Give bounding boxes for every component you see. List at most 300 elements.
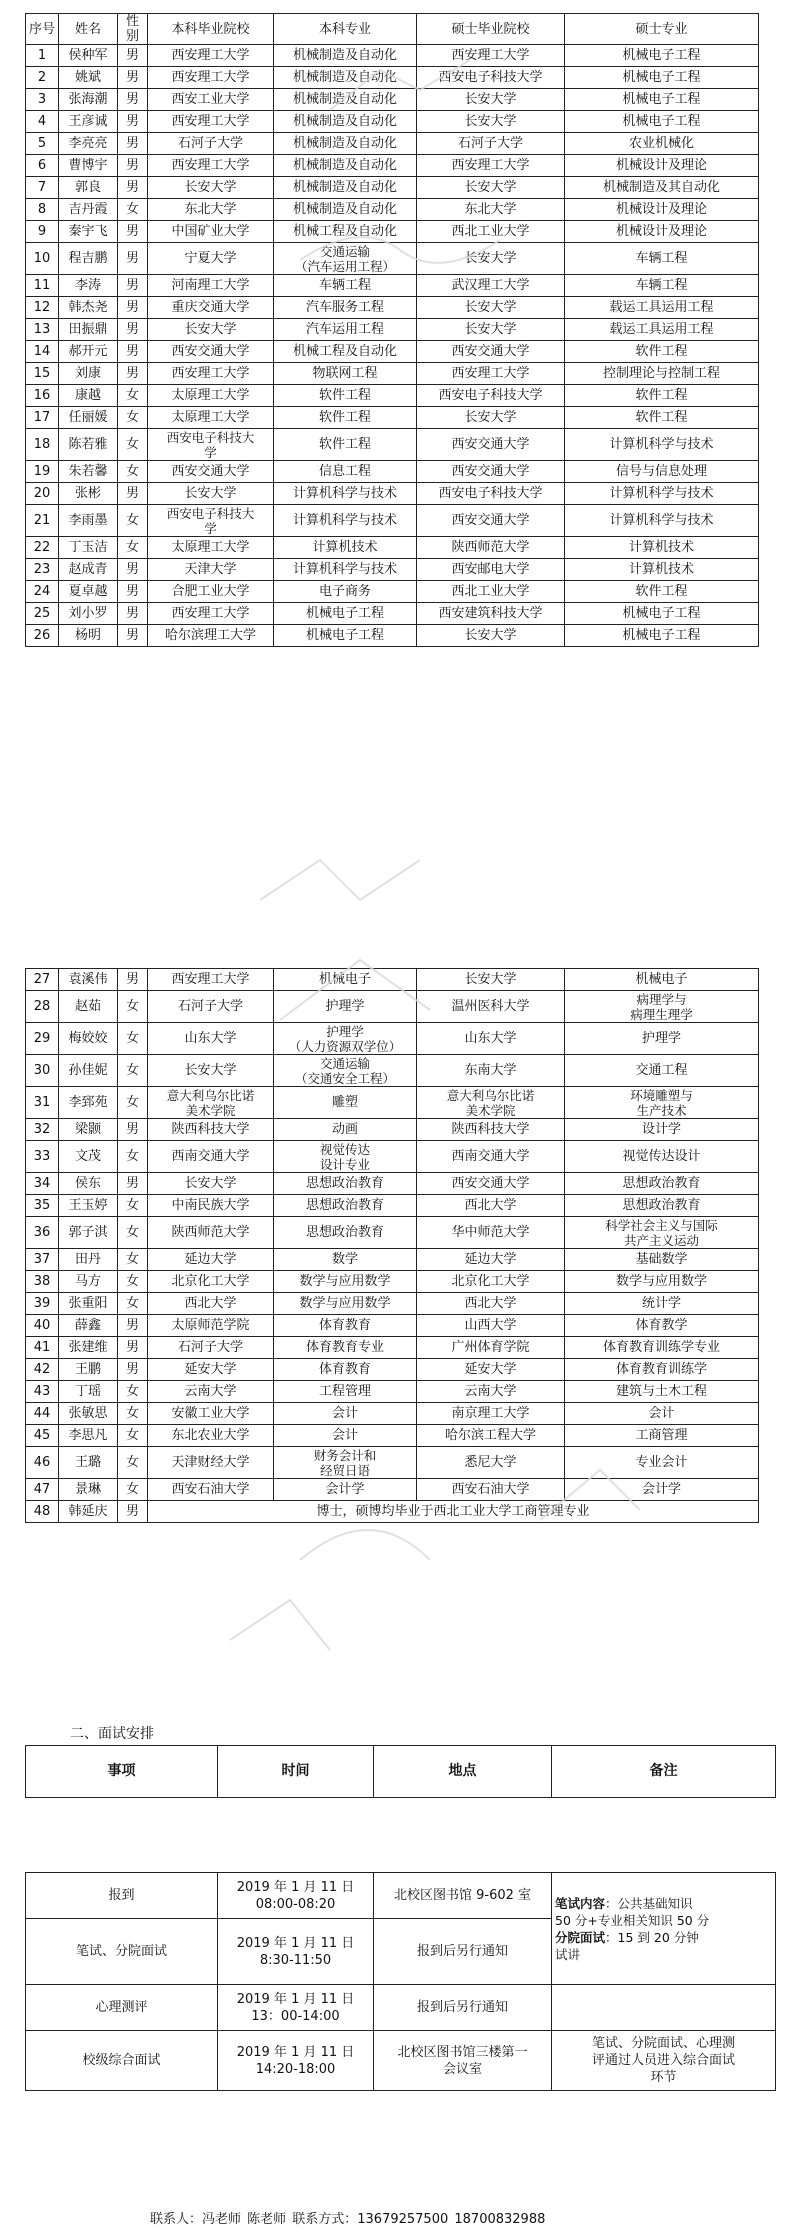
gender: 女 [118, 1217, 148, 1249]
master-major: 计算机科学与技术 [565, 483, 759, 505]
undergrad-major: 雕塑 [274, 1087, 417, 1119]
master-school: 西北大学 [417, 1293, 565, 1315]
gender: 女 [118, 1087, 148, 1119]
undergrad-school: 西安理工大学 [148, 603, 274, 625]
undergrad-major: 机械电子工程 [274, 603, 417, 625]
master-school: 长安大学 [417, 243, 565, 275]
schedule-place: 报到后另行通知 [374, 1985, 552, 2031]
row-index: 16 [26, 385, 59, 407]
undergrad-major: 思想政治教育 [274, 1217, 417, 1249]
candidate-name: 刘康 [59, 363, 118, 385]
master-major: 思想政治教育 [565, 1195, 759, 1217]
master-school: 西安电子科技大学 [417, 483, 565, 505]
master-school: 西安理工大学 [417, 45, 565, 67]
gender: 男 [118, 341, 148, 363]
row-index: 38 [26, 1271, 59, 1293]
gender: 男 [118, 363, 148, 385]
schedule-item: 笔试、分院面试 [26, 1919, 218, 1985]
undergrad-major: 机械制造及自动化 [274, 67, 417, 89]
gender: 男 [118, 1359, 148, 1381]
row-index: 36 [26, 1217, 59, 1249]
undergrad-major: 思想政治教育 [274, 1195, 417, 1217]
master-major: 信号与信息处理 [565, 461, 759, 483]
master-major: 软件工程 [565, 385, 759, 407]
candidate-name: 吉丹霞 [59, 199, 118, 221]
undergrad-school: 西安理工大学 [148, 155, 274, 177]
gender: 女 [118, 1293, 148, 1315]
master-major: 计算机技术 [565, 559, 759, 581]
undergrad-school: 河南理工大学 [148, 275, 274, 297]
master-school: 石河子大学 [417, 133, 565, 155]
schedule-note [552, 1873, 776, 1985]
table-row [26, 1195, 759, 1217]
header-undergrad-major: 本科专业 [274, 14, 417, 45]
master-major: 软件工程 [565, 341, 759, 363]
candidate-name: 康越 [59, 385, 118, 407]
table-row [26, 429, 759, 461]
undergrad-major: 数学与应用数学 [274, 1293, 417, 1315]
master-school: 陕西科技大学 [417, 1119, 565, 1141]
master-major: 车辆工程 [565, 275, 759, 297]
candidate-table-header [26, 14, 759, 45]
row-index: 42 [26, 1359, 59, 1381]
gender: 女 [118, 1141, 148, 1173]
candidate-name: 梅姣姣 [59, 1023, 118, 1055]
undergrad-major: 交通运输 （汽车运用工程） [274, 243, 417, 275]
candidate-name: 丁瑶 [59, 1381, 118, 1403]
table-row [26, 111, 759, 133]
undergrad-school: 长安大学 [148, 177, 274, 199]
schedule-item: 校级综合面试 [26, 2031, 218, 2091]
row-index: 22 [26, 537, 59, 559]
schedule-note: 笔试、分院面试、心理测 评通过人员进入综合面试 环节 [552, 2031, 776, 2091]
undergrad-major: 电子商务 [274, 581, 417, 603]
undergrad-school: 西安理工大学 [148, 111, 274, 133]
master-school: 悉尼大学 [417, 1447, 565, 1479]
undergrad-school: 北京化工大学 [148, 1271, 274, 1293]
table-row [26, 1173, 759, 1195]
gender: 男 [118, 297, 148, 319]
undergrad-school: 东北大学 [148, 199, 274, 221]
table-row [26, 1023, 759, 1055]
table-row [26, 1271, 759, 1293]
master-school: 西安邮电大学 [417, 559, 565, 581]
gender: 女 [118, 1403, 148, 1425]
master-school: 西安交通大学 [417, 505, 565, 537]
gender: 男 [118, 133, 148, 155]
table-row [26, 319, 759, 341]
undergrad-major: 机械制造及自动化 [274, 199, 417, 221]
master-major: 车辆工程 [565, 243, 759, 275]
gender: 男 [118, 319, 148, 341]
undergrad-school: 石河子大学 [148, 991, 274, 1023]
section-title: 二、面试安排 [70, 1726, 154, 1742]
master-school: 延边大学 [417, 1249, 565, 1271]
header-candidate-name: 姓名 [59, 14, 118, 45]
schedule-header-row [26, 1746, 776, 1798]
table-row [26, 1479, 759, 1501]
table-row [26, 89, 759, 111]
schedule-table [25, 1872, 776, 2091]
table-row [26, 67, 759, 89]
master-major: 建筑与土木工程 [565, 1381, 759, 1403]
master-major: 视觉传达设计 [565, 1141, 759, 1173]
undergrad-major: 会计 [274, 1403, 417, 1425]
undergrad-school: 西安理工大学 [148, 67, 274, 89]
master-major: 机械电子工程 [565, 89, 759, 111]
gender: 女 [118, 1023, 148, 1055]
row-index: 33 [26, 1141, 59, 1173]
gender: 男 [118, 67, 148, 89]
note-text: ：15 到 20 分钟 试讲 [555, 1929, 699, 1962]
table-row [26, 45, 759, 67]
candidate-name: 张建维 [59, 1337, 118, 1359]
gender: 男 [118, 1315, 148, 1337]
undergrad-major: 数学与应用数学 [274, 1271, 417, 1293]
gender: 男 [118, 1337, 148, 1359]
undergrad-school: 天津大学 [148, 559, 274, 581]
candidate-name: 张彬 [59, 483, 118, 505]
note-label: 笔试内容 [555, 1895, 606, 1911]
master-school: 西安理工大学 [417, 155, 565, 177]
undergrad-school: 重庆交通大学 [148, 297, 274, 319]
table-row [26, 275, 759, 297]
undergrad-major: 数学 [274, 1249, 417, 1271]
candidate-name: 曹博宇 [59, 155, 118, 177]
undergrad-major: 软件工程 [274, 385, 417, 407]
master-school: 北京化工大学 [417, 1271, 565, 1293]
candidate-table-part1 [25, 13, 759, 647]
candidate-name: 赵茹 [59, 991, 118, 1023]
row-index: 24 [26, 581, 59, 603]
row-index: 39 [26, 1293, 59, 1315]
row-index: 40 [26, 1315, 59, 1337]
undergrad-major: 机械电子工程 [274, 625, 417, 647]
master-school: 山东大学 [417, 1023, 565, 1055]
master-major: 工商管理 [565, 1425, 759, 1447]
gender: 女 [118, 1055, 148, 1087]
undergrad-major: 机械制造及自动化 [274, 133, 417, 155]
schedule-row [26, 2031, 776, 2091]
undergrad-major: 机械制造及自动化 [274, 45, 417, 67]
gender: 男 [118, 221, 148, 243]
schedule-item: 报到 [26, 1873, 218, 1919]
table-row [26, 177, 759, 199]
master-school: 西北大学 [417, 1195, 565, 1217]
master-major: 数学与应用数学 [565, 1271, 759, 1293]
row-index: 30 [26, 1055, 59, 1087]
master-major: 机械设计及理论 [565, 155, 759, 177]
undergrad-major: 动画 [274, 1119, 417, 1141]
undergrad-school: 延边大学 [148, 1249, 274, 1271]
row-index: 8 [26, 199, 59, 221]
undergrad-major: 机械制造及自动化 [274, 177, 417, 199]
table-row [26, 133, 759, 155]
row-index: 29 [26, 1023, 59, 1055]
candidate-name: 赵成青 [59, 559, 118, 581]
undergrad-school: 长安大学 [148, 1055, 274, 1087]
row-index: 17 [26, 407, 59, 429]
candidate-name: 王彦诚 [59, 111, 118, 133]
candidate-name: 韩杰尧 [59, 297, 118, 319]
gender: 男 [118, 1119, 148, 1141]
master-school: 陕西师范大学 [417, 537, 565, 559]
table-row [26, 1087, 759, 1119]
table-row [26, 1337, 759, 1359]
row-index: 13 [26, 319, 59, 341]
undergrad-school: 太原理工大学 [148, 407, 274, 429]
table-row [26, 461, 759, 483]
undergrad-school: 云南大学 [148, 1381, 274, 1403]
table-row [26, 559, 759, 581]
undergrad-major: 工程管理 [274, 1381, 417, 1403]
undergrad-school: 西安交通大学 [148, 461, 274, 483]
undergrad-school: 太原理工大学 [148, 385, 274, 407]
master-school: 西安石油大学 [417, 1479, 565, 1501]
row-index: 15 [26, 363, 59, 385]
master-school: 西安交通大学 [417, 429, 565, 461]
candidate-name: 王鹏 [59, 1359, 118, 1381]
row-index: 20 [26, 483, 59, 505]
schedule-place: 北校区图书馆 9-602 室 [374, 1873, 552, 1919]
master-school: 西安理工大学 [417, 363, 565, 385]
table-row [26, 363, 759, 385]
master-major: 计算机科学与技术 [565, 505, 759, 537]
master-major: 思想政治教育 [565, 1173, 759, 1195]
master-major: 统计学 [565, 1293, 759, 1315]
undergrad-school: 陕西科技大学 [148, 1119, 274, 1141]
header-row-index: 序号 [26, 14, 59, 45]
gender: 男 [118, 625, 148, 647]
undergrad-major: 计算机科学与技术 [274, 483, 417, 505]
gender: 男 [118, 89, 148, 111]
table-row [26, 1119, 759, 1141]
row-index: 5 [26, 133, 59, 155]
undergrad-major: 汽车服务工程 [274, 297, 417, 319]
gender: 男 [118, 177, 148, 199]
master-school: 西安电子科技大学 [417, 385, 565, 407]
candidate-name: 任丽媛 [59, 407, 118, 429]
gender: 男 [118, 603, 148, 625]
row-index: 41 [26, 1337, 59, 1359]
master-major: 农业机械化 [565, 133, 759, 155]
undergrad-major: 计算机科学与技术 [274, 559, 417, 581]
undergrad-major: 体育教育 [274, 1315, 417, 1337]
candidate-name: 李亮亮 [59, 133, 118, 155]
row-index: 10 [26, 243, 59, 275]
row-index: 12 [26, 297, 59, 319]
table-row [26, 297, 759, 319]
gender: 女 [118, 1479, 148, 1501]
undergrad-major: 软件工程 [274, 407, 417, 429]
row-index: 45 [26, 1425, 59, 1447]
table-row [26, 483, 759, 505]
undergrad-school: 中国矿业大学 [148, 221, 274, 243]
undergrad-school: 宁夏大学 [148, 243, 274, 275]
undergrad-major: 视觉传达 设计专业 [274, 1141, 417, 1173]
candidate-name: 田丹 [59, 1249, 118, 1271]
undergrad-school: 天津财经大学 [148, 1447, 274, 1479]
table-row [26, 1359, 759, 1381]
candidate-name: 侯东 [59, 1173, 118, 1195]
gender: 男 [118, 45, 148, 67]
master-school: 长安大学 [417, 89, 565, 111]
master-school: 长安大学 [417, 111, 565, 133]
table-row [26, 537, 759, 559]
master-school: 温州医科大学 [417, 991, 565, 1023]
candidate-name: 景琳 [59, 1479, 118, 1501]
row-index: 32 [26, 1119, 59, 1141]
undergrad-school: 石河子大学 [148, 1337, 274, 1359]
note-text: ：公共基础知识 50 分+专业相关知识 50 分 [555, 1895, 710, 1928]
master-school: 西安交通大学 [417, 461, 565, 483]
candidate-name: 夏卓越 [59, 581, 118, 603]
undergrad-school: 东北农业大学 [148, 1425, 274, 1447]
table-row [26, 603, 759, 625]
master-major: 设计学 [565, 1119, 759, 1141]
undergrad-school: 西安理工大学 [148, 363, 274, 385]
master-school: 云南大学 [417, 1381, 565, 1403]
master-school: 西北工业大学 [417, 221, 565, 243]
master-major: 计算机技术 [565, 537, 759, 559]
master-major: 机械制造及其自动化 [565, 177, 759, 199]
row-index: 19 [26, 461, 59, 483]
table-row [26, 221, 759, 243]
candidate-name: 薛鑫 [59, 1315, 118, 1337]
row-index: 35 [26, 1195, 59, 1217]
undergrad-major: 交通运输 （交通安全工程） [274, 1055, 417, 1087]
row-index: 2 [26, 67, 59, 89]
gender: 男 [118, 111, 148, 133]
schedule-note [552, 1985, 776, 2031]
undergrad-school: 长安大学 [148, 483, 274, 505]
table-row [26, 969, 759, 991]
undergrad-school: 安徽工业大学 [148, 1403, 274, 1425]
gender: 女 [118, 1447, 148, 1479]
master-school: 东北大学 [417, 199, 565, 221]
undergrad-school: 哈尔滨理工大学 [148, 625, 274, 647]
master-major: 会计学 [565, 1479, 759, 1501]
master-school: 华中师范大学 [417, 1217, 565, 1249]
candidate-name: 郭子淇 [59, 1217, 118, 1249]
table-row [26, 199, 759, 221]
undergrad-major: 会计学 [274, 1479, 417, 1501]
candidate-name: 文茂 [59, 1141, 118, 1173]
undergrad-school: 西南交通大学 [148, 1141, 274, 1173]
gender: 男 [118, 559, 148, 581]
master-school: 延安大学 [417, 1359, 565, 1381]
table-row [26, 341, 759, 363]
candidate-name: 李雨墨 [59, 505, 118, 537]
master-school: 西安建筑科技大学 [417, 603, 565, 625]
gender: 女 [118, 461, 148, 483]
candidate-name: 李思凡 [59, 1425, 118, 1447]
table-row [26, 1403, 759, 1425]
gender: 女 [118, 1249, 148, 1271]
master-school: 哈尔滨工程大学 [417, 1425, 565, 1447]
row-index: 47 [26, 1479, 59, 1501]
candidate-table-part2 [25, 968, 759, 1523]
master-school: 西北工业大学 [417, 581, 565, 603]
gender: 女 [118, 407, 148, 429]
master-school: 广州体育学院 [417, 1337, 565, 1359]
candidate-name: 张敏思 [59, 1403, 118, 1425]
master-major: 专业会计 [565, 1447, 759, 1479]
candidate-name: 姚斌 [59, 67, 118, 89]
schedule-header-cell: 事项 [26, 1746, 218, 1798]
schedule-header-table [25, 1745, 776, 1798]
candidate-name: 侯种军 [59, 45, 118, 67]
undergrad-school: 西安电子科技大 学 [148, 429, 274, 461]
master-major: 机械设计及理论 [565, 221, 759, 243]
row-index: 7 [26, 177, 59, 199]
gender: 女 [118, 429, 148, 461]
master-school: 长安大学 [417, 177, 565, 199]
master-major: 机械电子工程 [565, 45, 759, 67]
master-major: 软件工程 [565, 407, 759, 429]
gender: 女 [118, 199, 148, 221]
master-school: 意大利乌尔比诺 美术学院 [417, 1087, 565, 1119]
undergrad-major: 财务会计和 经贸日语 [274, 1447, 417, 1479]
table-row [26, 1055, 759, 1087]
master-major: 体育教学 [565, 1315, 759, 1337]
undergrad-school: 石河子大学 [148, 133, 274, 155]
gender: 女 [118, 1271, 148, 1293]
candidate-name: 程吉鹏 [59, 243, 118, 275]
undergrad-major: 软件工程 [274, 429, 417, 461]
candidate-name: 陈若雅 [59, 429, 118, 461]
master-major: 护理学 [565, 1023, 759, 1055]
undergrad-school: 合肥工业大学 [148, 581, 274, 603]
master-major: 体育教育训练学专业 [565, 1337, 759, 1359]
header-master-major: 硕士专业 [565, 14, 759, 45]
candidate-name: 张重阳 [59, 1293, 118, 1315]
master-major: 机械电子工程 [565, 625, 759, 647]
undergrad-school: 延安大学 [148, 1359, 274, 1381]
undergrad-school: 山东大学 [148, 1023, 274, 1055]
header-master-school: 硕士毕业院校 [417, 14, 565, 45]
candidate-name: 李涛 [59, 275, 118, 297]
row-index: 18 [26, 429, 59, 461]
schedule-row [26, 1985, 776, 2031]
master-school: 山西大学 [417, 1315, 565, 1337]
master-major: 机械电子工程 [565, 111, 759, 133]
candidate-name: 梁颢 [59, 1119, 118, 1141]
undergrad-major: 机械制造及自动化 [274, 155, 417, 177]
schedule-row [26, 1873, 776, 1919]
candidate-name: 郝开元 [59, 341, 118, 363]
candidate-name: 王璐 [59, 1447, 118, 1479]
undergrad-major: 信息工程 [274, 461, 417, 483]
undergrad-school: 中南民族大学 [148, 1195, 274, 1217]
master-major: 会计 [565, 1403, 759, 1425]
undergrad-school: 西安理工大学 [148, 969, 274, 991]
master-school: 西安交通大学 [417, 1173, 565, 1195]
master-school: 武汉理工大学 [417, 275, 565, 297]
master-school: 长安大学 [417, 297, 565, 319]
undergrad-major: 车辆工程 [274, 275, 417, 297]
candidate-name: 郭良 [59, 177, 118, 199]
master-major: 软件工程 [565, 581, 759, 603]
gender: 男 [118, 243, 148, 275]
row-index: 4 [26, 111, 59, 133]
row-index: 43 [26, 1381, 59, 1403]
gender: 男 [118, 275, 148, 297]
candidate-name: 张海潮 [59, 89, 118, 111]
gender: 男 [118, 581, 148, 603]
row-index: 11 [26, 275, 59, 297]
candidate-name: 丁玉洁 [59, 537, 118, 559]
